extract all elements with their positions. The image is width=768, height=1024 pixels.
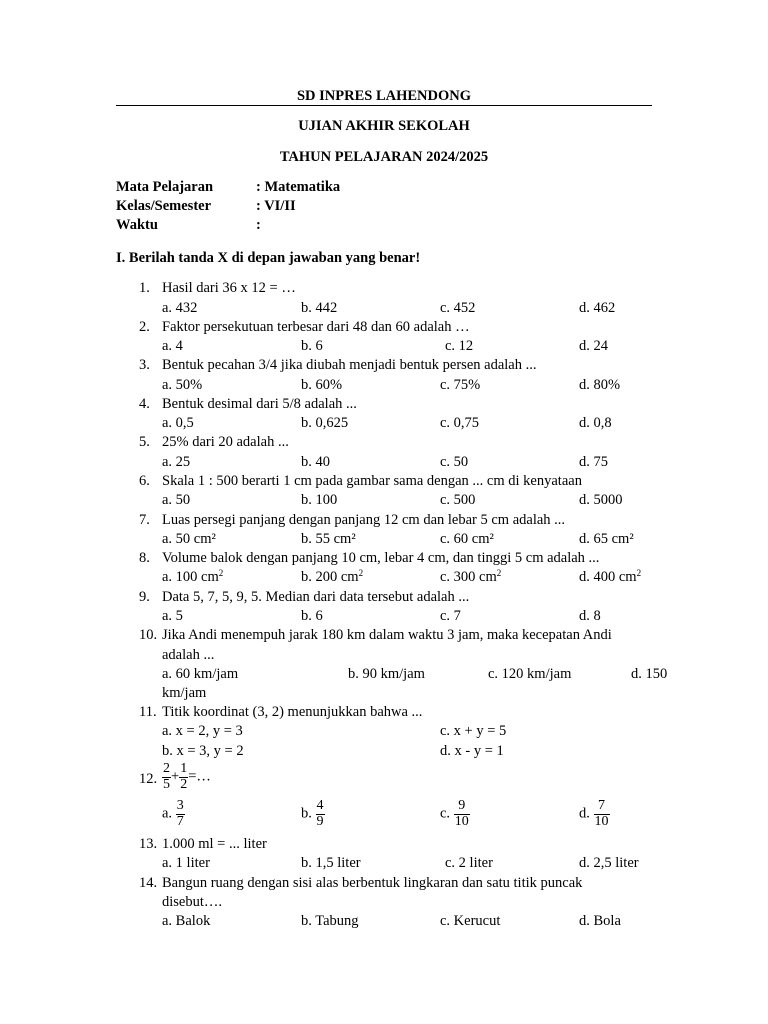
option-d[interactable]: d. 2,5 liter — [579, 855, 639, 871]
option-c[interactable] — [440, 569, 501, 586]
denominator: 7 — [176, 813, 184, 829]
question-text: Hasil dari 36 x 12 = … — [162, 280, 296, 296]
option-d[interactable]: d. 8 — [579, 608, 601, 624]
option-c[interactable]: c. 500 — [440, 492, 476, 508]
expression-tail: =… — [188, 768, 211, 785]
option-a[interactable]: a. 60 km/jam — [162, 666, 239, 682]
question-text: Titik koordinat (3, 2) menunjukkan bahwa ... — [162, 704, 423, 720]
option-text: a. 100 cm — [162, 569, 219, 585]
fraction — [316, 799, 325, 829]
numerator: 1 — [180, 761, 188, 776]
option-b[interactable]: b. 100 — [301, 492, 338, 508]
question-text: Faktor persekutuan terbesar dari 48 dan 60 adalah … — [162, 319, 470, 335]
option-b[interactable] — [301, 569, 363, 586]
option-a[interactable]: a. Balok — [162, 913, 211, 929]
question-text: 1.000 ml = ... liter — [162, 836, 267, 852]
meta-label: Mata Pelajaran — [116, 179, 214, 195]
academic-year: TAHUN PELAJARAN 2024/2025 — [279, 149, 489, 165]
option-c[interactable]: c. 2 liter — [445, 855, 493, 871]
option-b[interactable]: b. 442 — [301, 300, 338, 316]
question-text: Bentuk desimal dari 5/8 adalah ... — [162, 396, 357, 412]
question-number: 4. — [139, 396, 150, 412]
fraction — [162, 762, 171, 792]
option-c[interactable]: c. 50 — [440, 454, 469, 470]
option-c[interactable]: c. Kerucut — [440, 913, 501, 929]
question-number: 13. — [139, 836, 158, 852]
option-d[interactable]: d. 75 — [579, 454, 608, 470]
option-c[interactable] — [440, 799, 470, 829]
option-a[interactable]: a. 50% — [162, 377, 203, 393]
meta-value: : Matematika — [256, 179, 341, 195]
option-label: a. — [162, 805, 173, 822]
option-d[interactable]: d. 65 cm² — [579, 531, 634, 547]
option-b[interactable]: b. 1,5 liter — [301, 855, 361, 871]
option-c[interactable]: c. 0,75 — [440, 415, 480, 431]
option-c[interactable]: c. 75% — [440, 377, 481, 393]
numerator: 3 — [176, 798, 184, 813]
option-a[interactable]: a. 50 cm² — [162, 531, 216, 547]
option-a[interactable]: a. 5 — [162, 608, 183, 624]
question-number: 3. — [139, 357, 150, 373]
option-b[interactable] — [301, 799, 325, 829]
option-d[interactable]: d. 80% — [579, 377, 621, 393]
option-b[interactable]: b. 6 — [301, 608, 323, 624]
option-c[interactable]: c. 7 — [440, 608, 461, 624]
option-d[interactable] — [579, 799, 610, 829]
school-name: SD INPRES LAHENDONG — [296, 88, 472, 104]
option-c[interactable]: c. x + y = 5 — [440, 723, 507, 739]
option-c[interactable]: c. 60 cm² — [440, 531, 494, 547]
instruction: I. Berilah tanda X di depan jawaban yang benar! — [116, 250, 421, 266]
question-number: 5. — [139, 434, 150, 450]
numerator: 9 — [458, 798, 466, 813]
fraction — [179, 762, 188, 792]
option-d-wrap: km/jam — [162, 685, 207, 701]
superscript: 2 — [636, 568, 642, 578]
option-b[interactable]: b. 0,625 — [301, 415, 349, 431]
numerator: 2 — [163, 761, 170, 776]
meta-value: : — [256, 217, 261, 233]
option-text: c. 300 cm — [440, 569, 497, 585]
question-number: 6. — [139, 473, 150, 489]
meta-label: Waktu — [116, 217, 158, 233]
option-label: c. — [440, 805, 451, 822]
meta-label: Kelas/Semester — [116, 198, 212, 214]
option-d[interactable]: d. Bola — [579, 913, 621, 929]
question-number: 7. — [139, 512, 150, 528]
fraction — [176, 799, 185, 829]
question-text: Bentuk pecahan 3/4 jika diubah menjadi bentuk persen adalah ... — [162, 357, 537, 373]
question-number: 1. — [139, 280, 150, 296]
question-text: Bangun ruang dengan sisi alas berbentuk lingkaran dan satu titik puncak — [162, 875, 583, 891]
question-text: Volume balok dengan panjang 10 cm, lebar 4 cm, dan tinggi 5 cm adalah ... — [162, 550, 600, 566]
question-number: 10. — [139, 627, 158, 643]
option-text: d. 400 cm — [579, 569, 637, 585]
option-c[interactable]: c. 120 km/jam — [488, 666, 572, 682]
option-c[interactable]: c. 452 — [440, 300, 476, 316]
option-a[interactable]: a. 1 liter — [162, 855, 210, 871]
question-text: Skala 1 : 500 berarti 1 cm pada gambar sama dengan ... cm di kenyataan — [162, 473, 582, 489]
option-a[interactable]: a. x = 2, y = 3 — [162, 723, 243, 739]
question-number: 11. — [139, 704, 157, 720]
denominator: 9 — [316, 813, 324, 829]
option-d[interactable]: d. x - y = 1 — [440, 743, 504, 759]
option-d[interactable]: d. 24 — [579, 338, 608, 354]
denominator: 10 — [594, 813, 609, 829]
option-a[interactable]: a. 4 — [162, 338, 183, 354]
option-text: b. 200 cm — [301, 569, 359, 585]
option-b[interactable]: b. x = 3, y = 2 — [162, 743, 244, 759]
option-b[interactable]: b. 40 — [301, 454, 330, 470]
superscript: 2 — [496, 568, 502, 578]
question-text: Luas persegi panjang dengan panjang 12 cm dan lebar 5 cm adalah ... — [162, 512, 566, 528]
option-c[interactable]: c. 12 — [445, 338, 474, 354]
question-text-continued: adalah ... — [162, 647, 215, 663]
numerator: 4 — [316, 798, 324, 813]
option-d[interactable]: d. 5000 — [579, 492, 623, 508]
denominator: 2 — [180, 776, 188, 792]
option-b[interactable]: b. 55 cm² — [301, 531, 356, 547]
option-a[interactable]: a. 50 — [162, 492, 191, 508]
question-number: 2. — [139, 319, 150, 335]
option-d[interactable]: d. 0,8 — [579, 415, 612, 431]
plus-sign: + — [171, 768, 180, 785]
question-number: 9. — [139, 589, 150, 605]
option-a[interactable] — [162, 569, 223, 586]
numerator: 7 — [598, 798, 605, 813]
option-a[interactable]: a. 0,5 — [162, 415, 194, 431]
fraction — [454, 799, 470, 829]
superscript: 2 — [218, 568, 224, 578]
option-a[interactable]: a. 432 — [162, 300, 198, 316]
option-d[interactable]: d. 462 — [579, 300, 616, 316]
question-text: 25% dari 20 adalah ... — [162, 434, 289, 450]
option-b[interactable]: b. 6 — [301, 338, 323, 354]
question-expression — [162, 762, 211, 792]
option-a[interactable] — [162, 799, 185, 829]
option-d[interactable]: d. 150 — [631, 666, 668, 682]
denominator: 5 — [163, 776, 170, 792]
header-divider — [116, 105, 652, 106]
denominator: 10 — [454, 813, 469, 829]
exam-title: UJIAN AKHIR SEKOLAH — [298, 118, 470, 134]
option-label: d. — [579, 805, 590, 822]
question-number: 8. — [139, 550, 150, 566]
question-number: 14. — [139, 875, 158, 891]
fraction — [594, 799, 610, 829]
option-d[interactable] — [579, 569, 641, 586]
option-b[interactable]: b. 90 km/jam — [348, 666, 425, 682]
question-text-continued: disebut…. — [162, 894, 223, 910]
question-text: Data 5, 7, 5, 9, 5. Median dari data tersebut adalah ... — [162, 589, 470, 605]
meta-value: : VI/II — [256, 198, 296, 214]
question-text: Jika Andi menempuh jarak 180 km dalam waktu 3 jam, maka kecepatan Andi — [162, 627, 612, 643]
superscript: 2 — [358, 568, 364, 578]
option-label: b. — [301, 805, 312, 822]
question-number: 12. — [139, 771, 158, 787]
option-a[interactable]: a. 25 — [162, 454, 191, 470]
option-b[interactable]: b. 60% — [301, 377, 343, 393]
option-b[interactable]: b. Tabung — [301, 913, 359, 929]
